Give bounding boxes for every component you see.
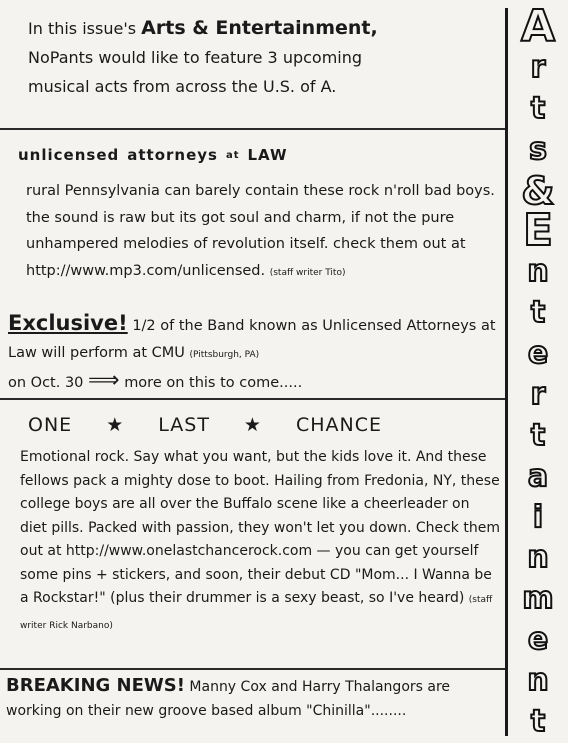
band1-credit: (staff writer Tito) [269,267,346,278]
sidebar-letter: t [530,90,546,126]
intro-section-name: Arts & Entertainment, [141,17,378,39]
divider-2 [0,398,506,400]
sidebar-letter: t [530,295,546,331]
sidebar-letter: A [520,1,556,52]
star-icon: ★ [243,414,262,436]
divider-3 [0,668,506,670]
sidebar-letter: & [521,168,555,213]
sidebar-letter: i [532,499,544,535]
band1-description: rural Pennsylvania can barely contain these rock n'roll bad boys. the sound is raw but its got soul and charm, if not the pure unhampered melodies of revolution itself. check them out at http://www.mp3.com/unlicensed. [26,183,495,279]
band1-title-word4: LAW [247,146,288,164]
sidebar-letter: E [522,205,554,257]
sidebar-letter: n [527,540,549,576]
intro-line1-pre: In this issue's [28,19,137,38]
exclusive-location: (Pittsburgh, PA) [189,349,260,360]
intro-line3: musical acts from across the U.S. of A. [28,77,337,96]
band2-description: Emotional rock. Say what you want, but the kids love it. And these fellows pack a mighty dose to boot. Hailing from Fredonia, NY, these college boys are all over the Buffalo scene like a cheerleader on diet pills. Packed with passion, they won't let you down. Check them out at http://www.onelastchancerock.com — you can get yourself some pins + stickers, and soon, their debut CD "Mom... I Wanna be a Rockstar!" (plus their drummer is a sexy beast, so I've heard) [20,449,500,606]
band2-title-word1: ONE [28,414,73,436]
exclusive-more: more on this to come..... [124,375,303,391]
intro-text [28,14,498,101]
sidebar-title [512,1,564,739]
band1-title-word3: at [225,149,240,161]
band2-title-word2: LAST [158,414,210,436]
sidebar-letter: m [522,581,554,617]
band1-exclusive [8,310,498,397]
sidebar-letter: n [527,663,549,698]
exclusive-label: Exclusive! [8,311,128,335]
band2-body [20,446,500,638]
arrow-icon: ⟹ [88,368,120,393]
band2-title [28,410,498,440]
sidebar-letter: e [527,622,549,658]
sidebar-letter: r [530,376,546,412]
breaking-label: BREAKING NEWS! [6,675,185,696]
divider-1 [0,128,506,130]
star-icon: ★ [106,414,125,436]
sidebar-letter: t [530,417,546,453]
exclusive-text: 1/2 of the Band known as Unlicensed Attorneys at Law will perform at CMU [8,318,496,361]
sidebar-divider [505,8,508,736]
sidebar-letter: s [529,131,547,167]
band1-body [26,178,496,286]
sidebar-letter: e [527,336,549,371]
breaking-news [6,674,500,723]
band1-title-word2: attorneys [127,146,218,164]
band1-title-word1: unlicensed [18,146,120,164]
band2-credit: (staff writer Rick Narbano) [20,595,493,631]
exclusive-date: on Oct. 30 [8,375,84,391]
sidebar-letter: a [527,458,549,494]
breaking-text: Manny Cox and Harry Thalangors are working on their new groove based album "Chinilla"........ [6,679,451,719]
band2-title-word3: CHANCE [295,414,383,436]
sidebar-letter: r [530,49,546,85]
sidebar-letter: t [530,703,546,739]
sidebar-letter: n [527,254,549,290]
band1-title [18,140,498,170]
intro-line2: NoPants would like to feature 3 upcoming [28,48,363,67]
